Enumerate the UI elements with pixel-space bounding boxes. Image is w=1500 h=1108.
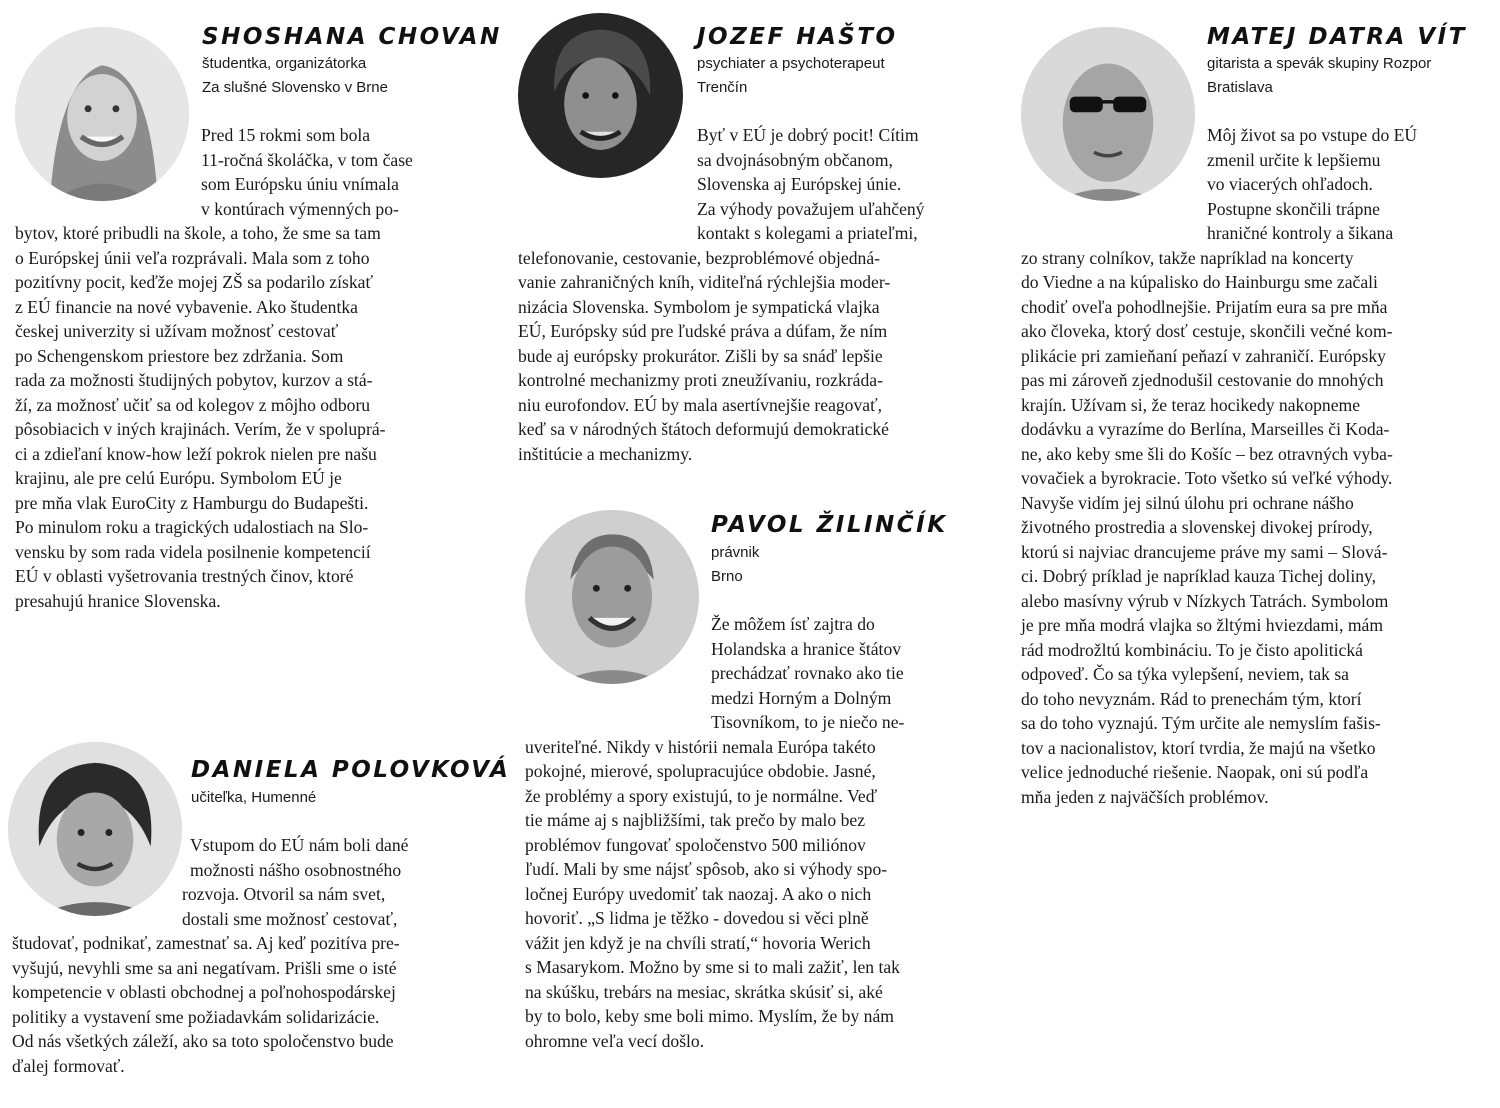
text-line: do Viedne a na kúpalisko do Hainburgu sme začali: [1021, 272, 1378, 292]
text-line: problémov fungovať spoločenstvo 500 miliónov: [525, 834, 866, 855]
text-line: že problémy a spory existujú, to je normálne. Veď: [525, 785, 878, 806]
text-line: pôsobiacich v iných krajinách. Verím, že v spoluprá-: [15, 419, 386, 439]
text-line: vyšujú, nevyhli sme sa ani negatívam. Prišli sme o isté: [12, 957, 397, 978]
text-line: politiky a vystavení sme požiadavkám solidarizácie.: [12, 1006, 380, 1027]
text-line: sa do toho vyznajú. Tým určite ale nemyslím fašis-: [1021, 713, 1381, 733]
person-meta: [1207, 52, 1431, 100]
person-name: DANIELA POLOVKOVÁ: [191, 757, 511, 783]
text-line: inštitúcie a mechanizmy.: [518, 443, 693, 464]
text-line: sa dvojnásobným občanom,: [697, 149, 893, 170]
text-line: možnosti nášho osobnostného: [190, 859, 402, 880]
text-line: tie máme aj s najbližšími, tak prečo by malo bez: [525, 810, 866, 830]
text-line: pre mňa vlak EuroCity z Hamburgu do Budapešti.: [15, 492, 369, 513]
text-line: v kontúrach výmenných po-: [201, 198, 399, 219]
text-line: rozvoja. Otvoril sa nám svet,: [182, 884, 386, 904]
text-line: medzi Horným a Dolným: [711, 687, 892, 708]
text-line: krajinu, ale pre celú Európu. Symbolom EÚ je: [15, 468, 342, 488]
text-line: rád modrožltú kombináciu. To je čisto apolitická: [1021, 639, 1363, 660]
text-line: alebo masívny výrub v Nízkych Tatrách. Symbolom: [1021, 590, 1389, 611]
text-line: českej univerzity si užívam možnosť cestovať: [15, 321, 339, 341]
testimonial-text: [12, 833, 408, 1078]
text-line: ďalej formovať.: [12, 1055, 125, 1076]
text-line: Slovenska aj Európskej únie.: [697, 174, 902, 194]
text-line: chodiť oveľa pohodlnejšie. Prijatím eura sa pre mňa: [1021, 296, 1388, 317]
text-line: ne, ako keby sme šli do Košíc – bez otravných vyba-: [1021, 443, 1393, 464]
text-line: Pred 15 rokmi som bola: [201, 125, 371, 145]
text-line: tov a nacionalistov, ktorí tvrdia, že majú na všetko: [1021, 737, 1376, 758]
text-line: Po minulom roku a tragických udalostiach na Slo-: [15, 517, 369, 537]
text-line: pozitívny pocit, keďže mojej ZŠ sa podarilo získať: [15, 272, 373, 292]
text-line: uveriteľné. Nikdy v histórii nemala Európa takéto: [525, 736, 876, 757]
meta-line: študentka, organizátorka: [202, 55, 367, 72]
text-line: dodávku a vyrazíme do Berlína, Marseilles či Koda-: [1021, 419, 1390, 439]
text-line: z EÚ financie na nové vybavenie. Ako študentka: [15, 296, 358, 317]
meta-line: právnik: [711, 544, 760, 561]
text-line: Za výhody považujem uľahčený: [697, 198, 925, 219]
person-name: MATEJ DATRA VÍT: [1207, 24, 1467, 50]
text-line: Že môžem ísť zajtra do: [711, 614, 875, 634]
text-line: vo viacerých ohľadoch.: [1207, 174, 1373, 194]
text-line: som Európsku úniu vnímala: [201, 174, 399, 194]
text-line: vanie zahraničných kníh, viditeľná rýchlejšia moder-: [518, 272, 891, 292]
text-line: EÚ, Európsky súd pre ľudské práva a dúfam, že ním: [518, 321, 888, 341]
text-line: ktorú si najviac drancujeme práve my sami – Slová-: [1021, 541, 1388, 562]
text-line: pas mi zároveň zjednodušil cestovanie do mnohých: [1021, 370, 1384, 390]
text-line: bytov, ktoré pribudli na škole, a toho, že sme sa tam: [15, 223, 381, 243]
testimonial-text: [1021, 123, 1417, 809]
text-line: ží, za možnosť učiť sa od kolegov z môjho odboru: [15, 394, 371, 415]
text-line: krajín. Užívam si, že teraz hocikedy nakopneme: [1021, 394, 1361, 415]
text-line: EÚ v oblasti vyšetrovania trestných činov, ktoré: [15, 566, 354, 586]
text-line: po Schengenskom priestore bez zdržania. Som: [15, 345, 344, 366]
meta-line: Trenčín: [697, 79, 748, 96]
text-line: ľudí. Mali by sme nájsť spôsob, ako si výhody spo-: [525, 859, 888, 879]
text-line: nizácia Slovenska. Symbolom je sympatická vlajka: [518, 296, 880, 317]
meta-line: učiteľka, Humenné: [191, 789, 317, 806]
text-line: rada za možnosti študijných pobytov, kurzov a stá-: [15, 370, 373, 390]
meta-line: gitarista a spevák skupiny Rozpor: [1207, 55, 1432, 72]
text-line: ci. Dobrý príklad je napríklad kauza Tichej doliny,: [1021, 566, 1377, 586]
text-line: do toho nevyznám. Rád to prenechám tým, ktorí: [1021, 688, 1362, 709]
text-line: bude aj európsky prokurátor. Zišli by sa snáď lepšie: [518, 345, 883, 366]
text-line: plikácie pri zamieňaní peňazí v zahraničí. Európsky: [1021, 345, 1386, 366]
text-line: na skúšku, trebárs na mesiac, skrátka skúsiť si, aké: [525, 981, 883, 1002]
text-line: Tisovníkom, to je niečo ne-: [711, 712, 905, 732]
person-name: JOZEF HAŠTO: [697, 24, 898, 50]
text-line: odpoveď. Čo sa týka vylepšení, neviem, tak sa: [1021, 664, 1349, 684]
text-line: Byť v EÚ je dobrý pocit! Cítim: [697, 125, 919, 145]
meta-line: Brno: [711, 568, 743, 585]
text-line: niu eurofondov. EÚ by mala asertívnejšie reagovať,: [518, 394, 882, 415]
text-line: hraničné kontroly a šikana: [1207, 223, 1394, 243]
testimonial-text: [525, 612, 904, 1053]
text-line: Od nás všetkých záleží, ako sa toto spoločenstvo bude: [12, 1031, 394, 1051]
text-line: vážit jen když je na chvíli stratí,“ hovoria Werich: [525, 932, 871, 953]
text-line: prechádzať rovnako ako tie: [711, 663, 904, 683]
text-line: kontrolné mechanizmy proti zneužívaniu, rozkráda-: [518, 370, 883, 390]
text-line: kontakt s kolegami a priateľmi,: [697, 223, 918, 243]
text-line: o Európskej únii veľa rozprávali. Mala som z toho: [15, 247, 370, 268]
meta-line: Za slušné Slovensko v Brne: [202, 79, 388, 96]
text-line: 11-ročná školáčka, v tom čase: [201, 149, 413, 170]
text-line: telefonovanie, cestovanie, bezproblémové objedná-: [518, 247, 880, 268]
text-line: zmenil určite k lepšiemu: [1207, 149, 1381, 170]
text-line: hovoriť. „S lidma je těžko - dovedou si věci plně: [525, 908, 869, 928]
testimonial-text: [15, 123, 413, 613]
text-line: Postupne skončili trápne: [1207, 198, 1380, 219]
text-line: s Masarykom. Možno by sme si to mali zažiť, len tak: [525, 957, 900, 977]
person-meta: [711, 541, 759, 589]
text-line: kompetencie v oblasti obchodnej a poľnohospodárskej: [12, 982, 396, 1002]
testimonial-text: [518, 123, 924, 466]
text-line: vovačiek a byrokracie. Toto všetko sú veľké výhody.: [1021, 468, 1393, 488]
text-line: mňa jeden z najväčších problémov.: [1021, 786, 1269, 807]
person-meta: [191, 786, 316, 810]
text-line: keď sa v národných štátoch deformujú demokratické: [518, 419, 889, 439]
meta-line: psychiater a psychoterapeut: [697, 55, 885, 72]
person-name: PAVOL ŽILINČÍK: [711, 512, 948, 538]
text-line: študovať, podnikať, zamestnať sa. Aj keď pozitíva pre-: [12, 933, 400, 953]
text-line: ločnej Európy uvedomiť tak naozaj. A ako o nich: [525, 883, 872, 904]
text-line: zo strany colníkov, takže napríklad na koncerty: [1021, 247, 1354, 268]
text-line: životného prostredia a slovenskej divokej prírody,: [1021, 517, 1373, 537]
text-line: ci a zdieľaní know-how leží pokrok nielen pre našu: [15, 443, 377, 464]
text-line: pokojné, mierové, spolupracujúce obdobie. Jasné,: [525, 761, 876, 781]
text-line: ako človeka, ktorý dosť cestuje, skončili večné kom-: [1021, 321, 1393, 341]
text-line: Navyše vidím jej silnú úlohu pri ochrane nášho: [1021, 492, 1354, 513]
meta-line: Bratislava: [1207, 79, 1273, 96]
person-meta: [697, 52, 885, 100]
person-name: SHOSHANA CHOVAN: [202, 24, 502, 50]
person-meta: [202, 52, 388, 100]
text-line: je pre mňa modrá vlajka so žltými hviezdami, mám: [1021, 615, 1384, 635]
text-line: velice jednoduché riešenie. Naopak, oni sú podľa: [1021, 762, 1369, 782]
text-line: dostali sme možnosť cestovať,: [182, 908, 398, 929]
text-line: Holandska a hranice štátov: [711, 638, 902, 659]
text-line: Môj život sa po vstupe do EÚ: [1207, 125, 1418, 145]
text-line: presahujú hranice Slovenska.: [15, 590, 221, 611]
text-line: Vstupom do EÚ nám boli dané: [190, 835, 409, 855]
text-line: vensku by som rada videla posilnenie kompetencií: [15, 541, 371, 562]
text-line: ohromne veľa vecí došlo.: [525, 1030, 705, 1051]
text-line: by to bolo, keby sme boli mimo. Myslím, že by nám: [525, 1006, 894, 1026]
